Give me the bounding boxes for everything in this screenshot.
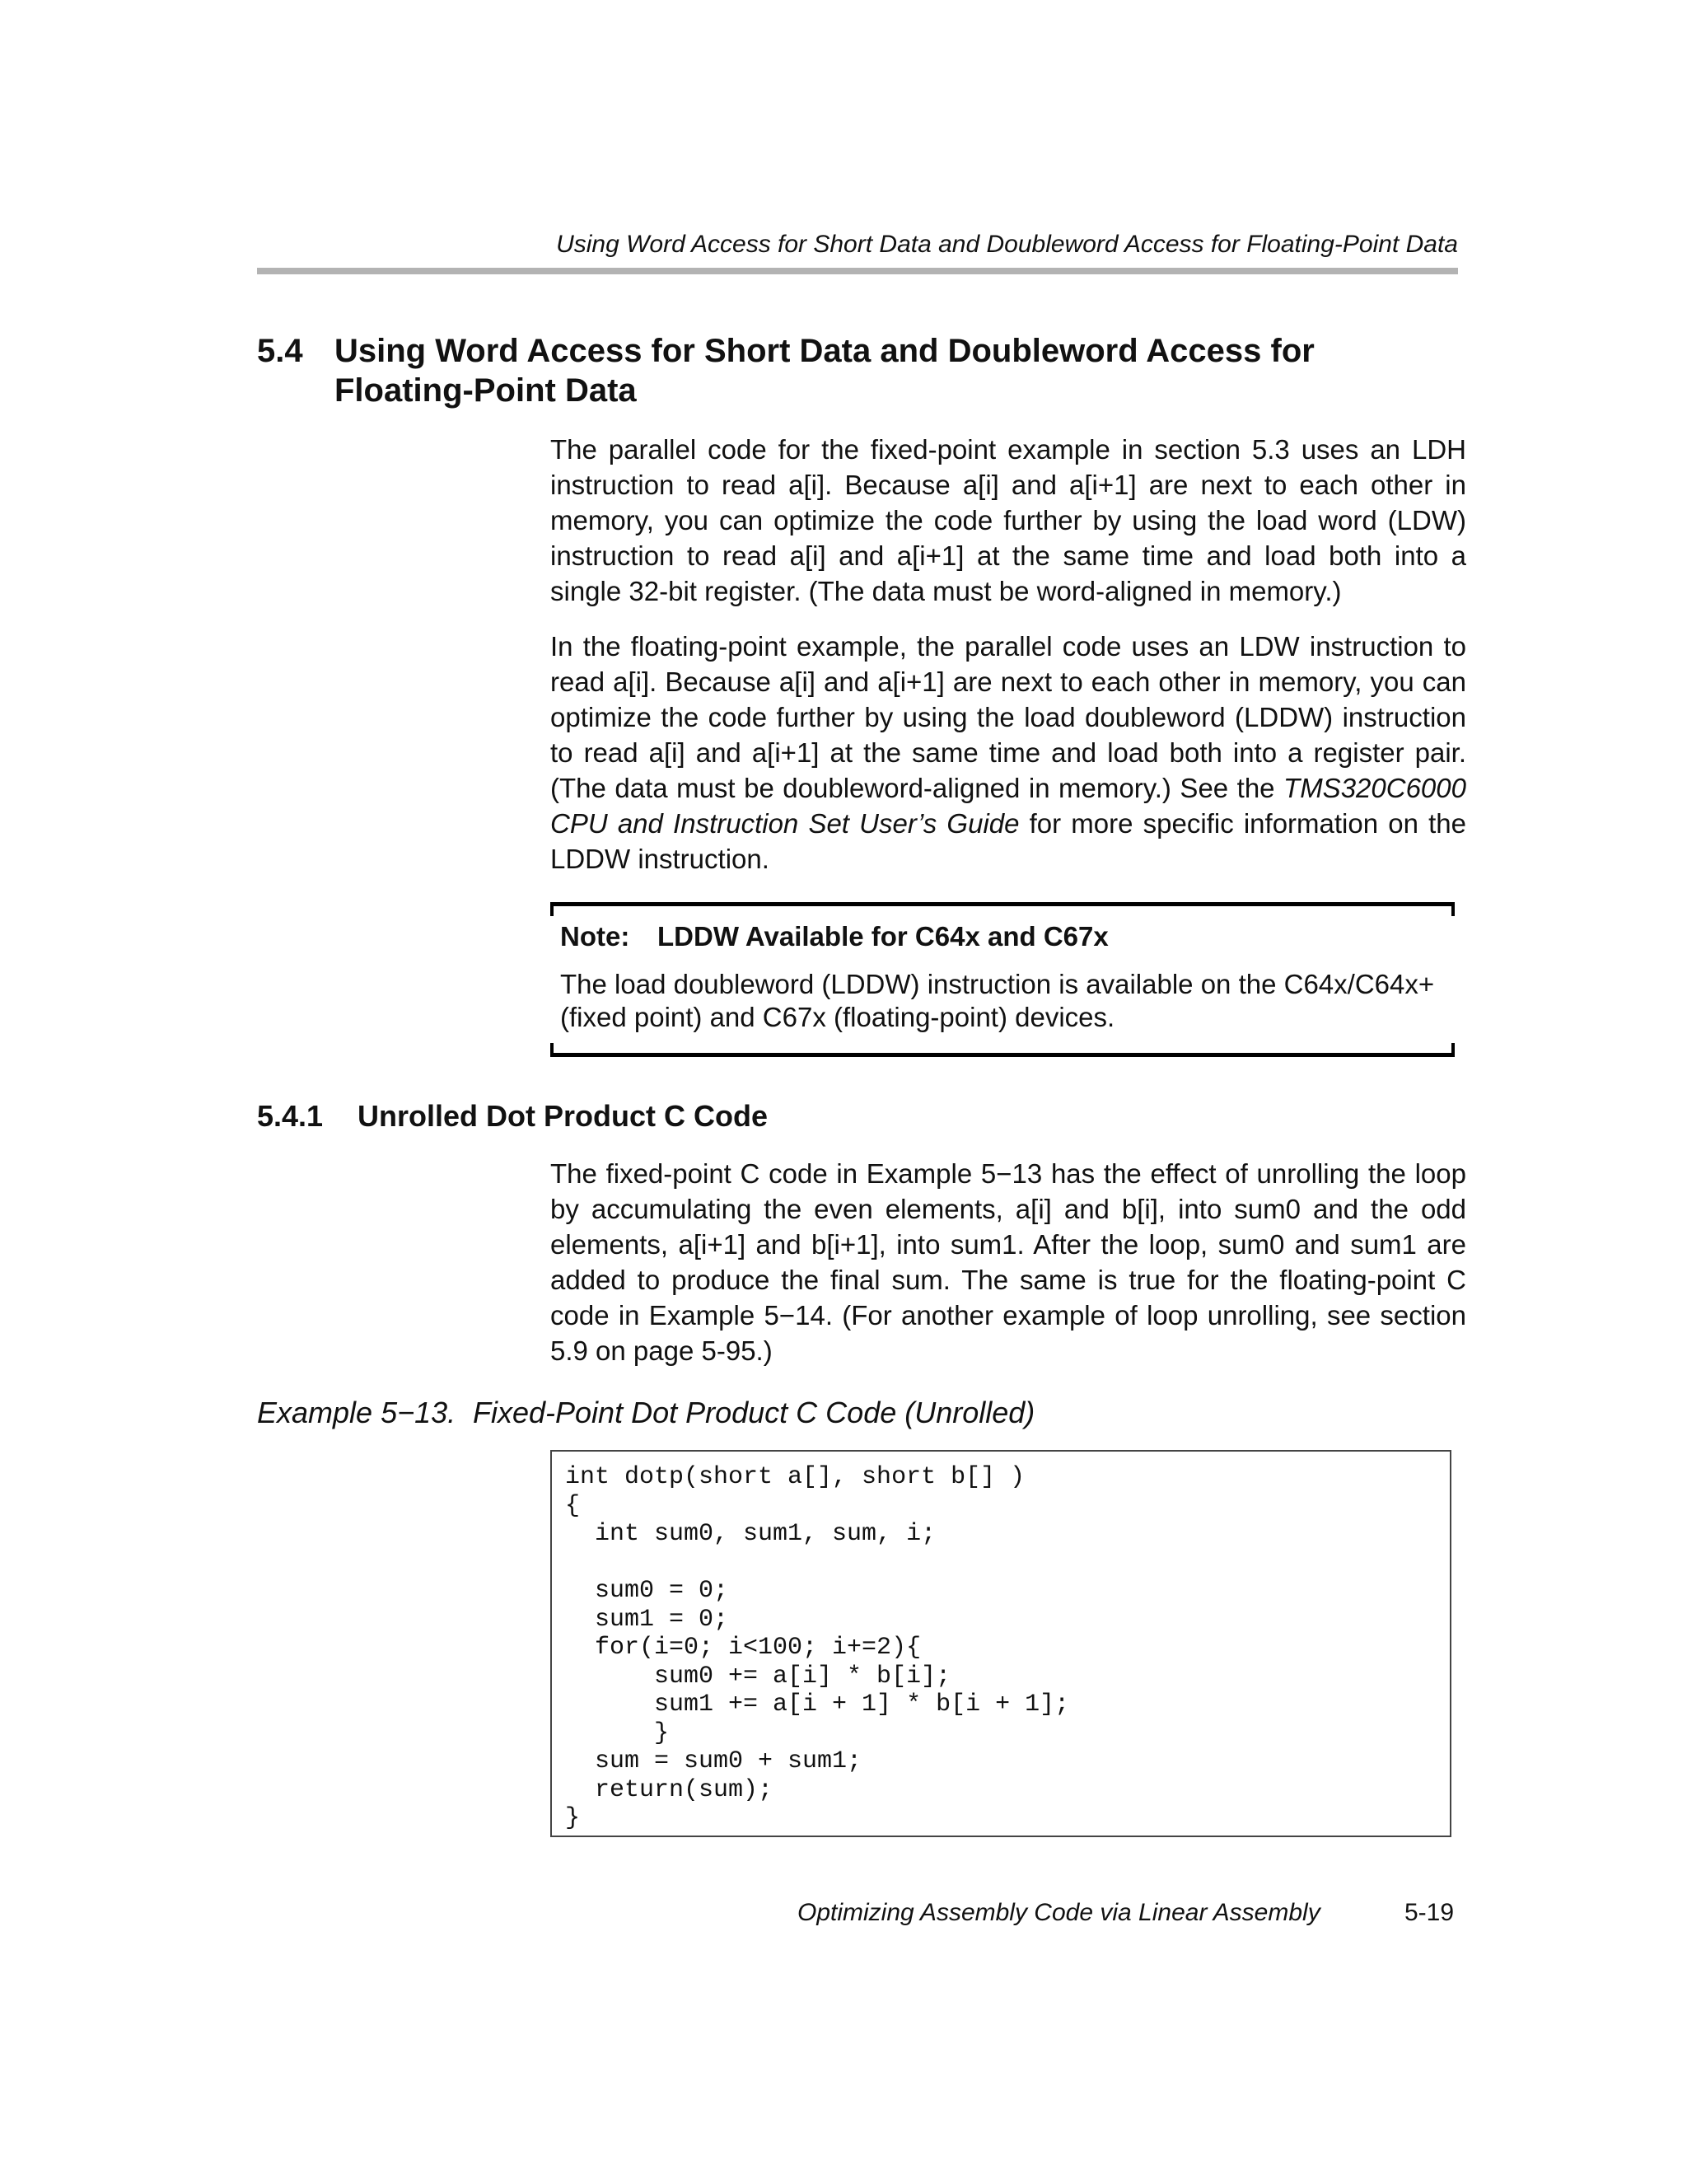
paragraph-2-container <box>550 629 1466 877</box>
example-caption <box>257 1395 1035 1431</box>
subsection-heading <box>257 1098 768 1134</box>
page-number: 5-19 <box>1404 1899 1455 1926</box>
paragraph-1-container <box>550 432 1466 609</box>
running-header: Using Word Access for Short Data and Doubleword Access for Floating-Point Data <box>556 231 1458 258</box>
note-corner <box>550 1043 554 1053</box>
section-title: Using Word Access for Short Data and Doubleword Access for Floating-Point Data <box>334 333 1315 409</box>
paragraph-3: The fixed-point C code in Example 5−13 has the effect of unrolling the loop by accumulating the even elements, a[i] and b[i], into sum0 and the odd elements, a[i+1] and b[i+1], into sum1. After the loop, sum0 and sum1 are added to produce the final sum. The same is true for the floating-point C code in Example 5−14. (For another example of loop unrolling, see section 5.9 on page 5-95.) <box>550 1158 1466 1366</box>
header-rule <box>257 268 1458 274</box>
note-label: Note: <box>560 921 630 952</box>
example-number: Example 5−13. <box>257 1396 456 1429</box>
example-title: Fixed-Point Dot Product C Code (Unrolled) <box>473 1396 1035 1429</box>
section-heading <box>257 331 1405 410</box>
paragraph-2-text-end: for more specific information on the LDDW instruction. <box>550 808 1466 874</box>
note-heading <box>560 920 1109 953</box>
note-title: LDDW Available for C64x and C67x <box>657 921 1109 952</box>
code-box <box>550 1450 1451 1837</box>
subsection-number: 5.4.1 <box>257 1099 324 1133</box>
note-text: The load doubleword (LDDW) instruction is available on the C64x/C64x+ (fixed point) and C67x (floating-point) devices. <box>560 969 1435 1032</box>
code-listing: int dotp(short a[], short b[] ) { int sum0, sum1, sum, i; sum0 = 0; sum1 = 0; for(i=0; i<100; i+=2){ sum0 += a[i] * b[i]; sum1 += a[i + 1] * b[i + 1]; } sum = sum0 + sum1; return(sum); } <box>565 1463 1070 1832</box>
section-number: 5.4 <box>257 333 303 369</box>
paragraph-2 <box>550 629 1466 877</box>
paragraph-1: The parallel code for the fixed-point example in section 5.3 uses an LDH instruction to read a[i]. Because a[i] and a[i+1] are next to each other in memory, you can optimize the code further by using the load word (LDW) instruction to read a[i] and a[i+1] at the same time and load both into a single 32-bit register. (The data must be word-aligned in memory.) <box>550 434 1466 606</box>
subsection-title: Unrolled Dot Product C Code <box>357 1099 768 1133</box>
paragraph-2-text-start: In the floating-point example, the parallel code uses an LDW instruction to read a[i]. Because a[i] and a[i+1] are next to each other in memory, you can optimize the code further by using the load doubleword (LDDW) instruction to read a[i] and a[i+1] at the same time and load both into a register pair. (The data must be doubleword-aligned in memory.) See the <box>550 631 1466 803</box>
note-box <box>550 902 1455 1057</box>
footer-title: Optimizing Assembly Code via Linear Assembly <box>797 1899 1320 1926</box>
paragraph-3-container <box>550 1156 1466 1368</box>
note-corner <box>1451 1043 1455 1053</box>
guide-title-reference: TMS320C6000 CPU and Instruction Set User’s Guide <box>550 773 1466 839</box>
